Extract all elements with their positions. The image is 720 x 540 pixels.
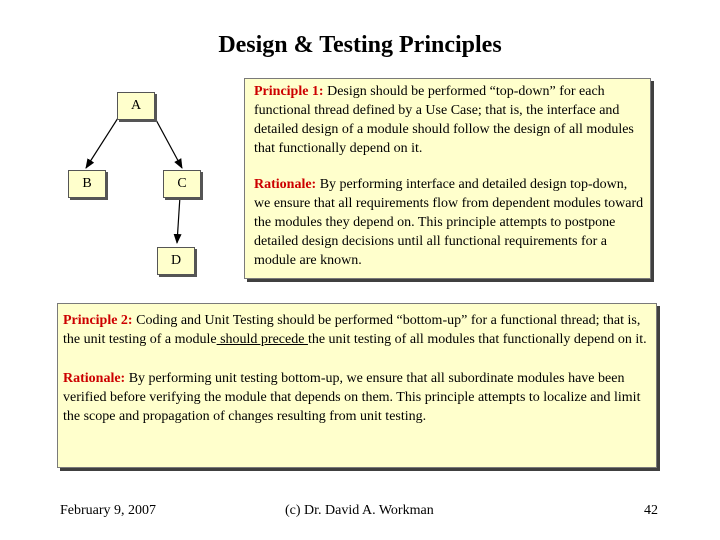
principle-1-label: Principle 1: [254, 84, 324, 99]
edge-a-c [155, 118, 182, 168]
rationale-2-text: By performing unit testing bottom-up, we ensure that all subordinate modules have been verified before verifying the module that depends on them. This principle attempts to localize and limit the scope and propagation of changes resulting from unit testing. [63, 371, 641, 424]
principle-2-label: Principle 2: [63, 313, 133, 328]
edge-c-d [177, 196, 180, 243]
footer-page-number: 42 [644, 503, 658, 518]
principle-2-text-a: Coding and Unit Testing should be performed “bottom-up” for a functional thread; that is, the unit testing of a module [63, 313, 641, 347]
rationale-1-paragraph [254, 175, 644, 270]
node-c: C [163, 170, 201, 198]
edge-a-b [86, 118, 118, 168]
rationale-1-label: Rationale: [254, 177, 317, 192]
node-b: B [68, 170, 106, 198]
principle-1-paragraph [254, 82, 644, 158]
slide-title: Design & Testing Principles [218, 32, 502, 58]
rationale-1-text: By performing interface and detailed design top-down, we ensure that all requirements flow from dependent modules toward the modules they depend on. This principle attempts to postpone detailed design decisions until all functional requirements for a module are known. [254, 177, 644, 268]
principle-2-text-b: the unit testing of all modules that functionally depend on it. [307, 332, 647, 347]
rationale-2-paragraph [63, 369, 651, 426]
principle-2-underlined: should precede [216, 332, 308, 347]
principle-1-box [244, 78, 651, 279]
principle-1-text: Design should be performed “top-down” for each functional thread defined by a Use Case; that is, the interface and detailed design of a module should follow the design of all modules that functionally depend on it. [254, 84, 634, 156]
node-d: D [157, 247, 195, 275]
rationale-2-label: Rationale: [63, 371, 126, 386]
principle-2-paragraph [63, 311, 651, 349]
footer-author: (c) Dr. David A. Workman [285, 503, 434, 518]
footer-date: February 9, 2007 [60, 503, 157, 518]
node-a: A [117, 92, 155, 120]
principle-2-box [57, 303, 657, 468]
